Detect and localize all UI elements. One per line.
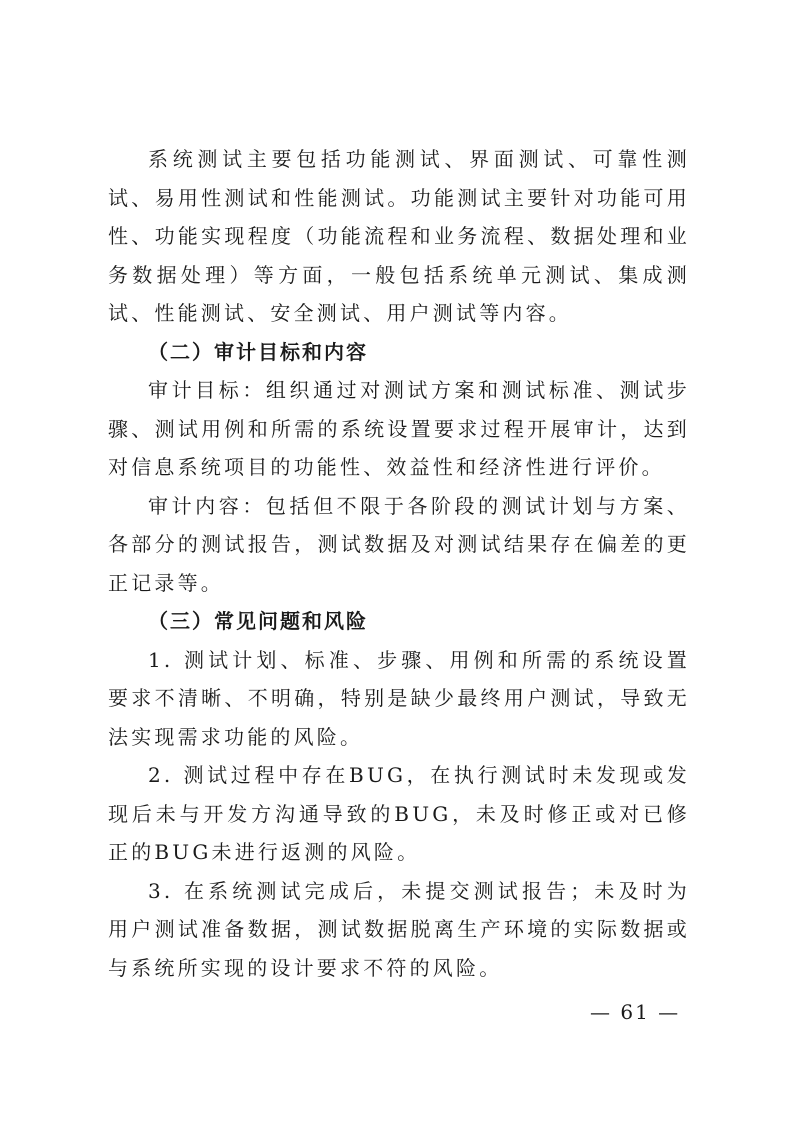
paragraph-risk-2: 2. 测试过程中存在BUG，在执行测试时未发现或发现后未与开发方沟通导致的BUG，未及时修正或对已修正的BUG未进行返测的风险。 (108, 763, 690, 864)
page-number: — 61 — (590, 1000, 681, 1024)
section-heading-audit-objectives: （二）审计目标和内容 (148, 339, 368, 364)
paragraph-risk-3: 3. 在系统测试完成后，未提交测试报告；未及时为用户测试准备数据，测试数据脱离生产环境的实际数据或与系统所实现的设计要求不符的风险。 (108, 878, 690, 980)
paragraph-audit-objective: 审计目标：组织通过对测试方案和测试标准、测试步骤、测试用例和所需的系统设置要求过程开展审计，达到对信息系统项目的功能性、效益性和经济性进行评价。 (108, 378, 690, 479)
paragraph-system-testing: 系统测试主要包括功能测试、界面测试、可靠性测试、易用性测试和性能测试。功能测试主要针对功能可用性、功能实现程度（功能流程和业务流程、数据处理和业务数据处理）等方面，一般包括系统单元测试、集成测试、性能测试、安全测试、用户测试等内容。 (108, 147, 690, 325)
page-body (108, 140, 690, 987)
paragraph-risk-1: 1. 测试计划、标准、步骤、用例和所需的系统设置要求不清晰、不明确，特别是缺少最终用户测试，导致无法实现需求功能的风险。 (108, 647, 690, 749)
paragraph-audit-content: 审计内容：包括但不限于各阶段的测试计划与方案、各部分的测试报告，测试数据及对测试结果存在偏差的更正记录等。 (108, 493, 690, 595)
section-heading-common-risks: （三）常见问题和风险 (148, 609, 368, 633)
